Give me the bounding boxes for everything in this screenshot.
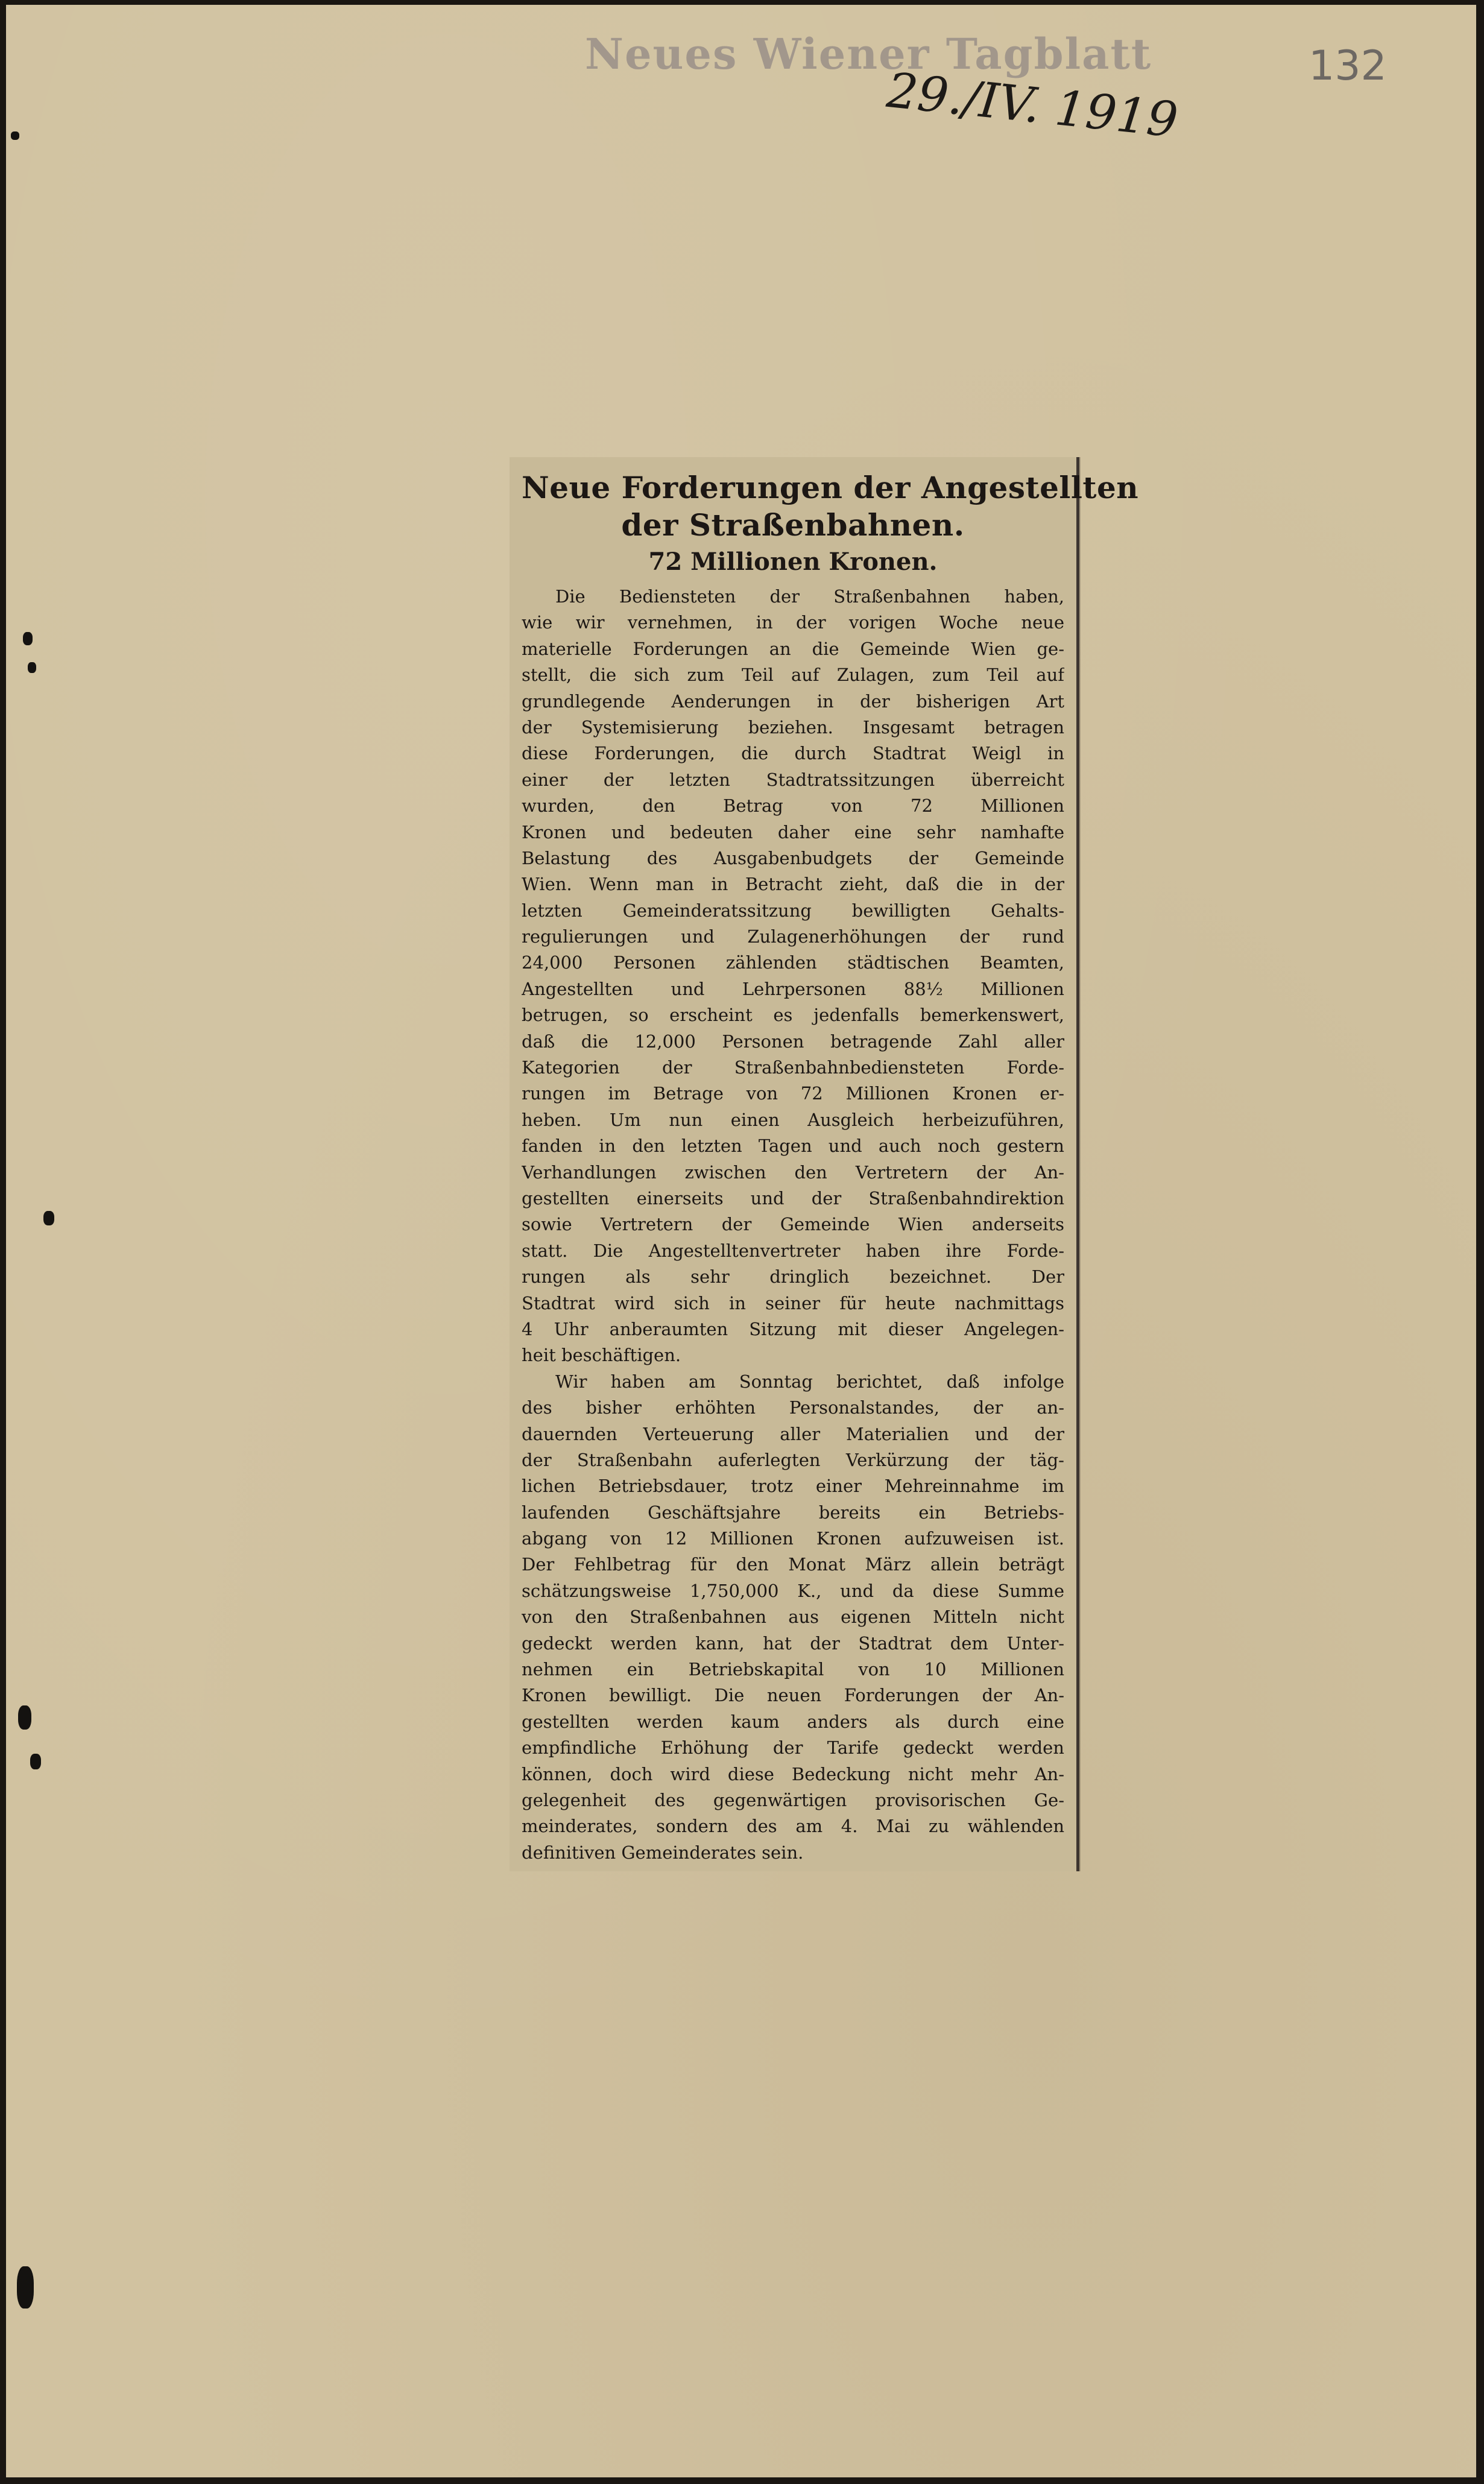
text-line: materielle Forderungen an die Gemeinde Wien ge-: [522, 638, 1064, 659]
text-line: gestellten werden kaum anders als durch eine: [522, 1711, 1064, 1732]
text-line: wurden, den Betrag von 72 Millionen: [522, 795, 1064, 817]
text-line: der Straßenbahn auferlegten Verkürzung der täg-: [522, 1449, 1064, 1470]
text-line: wie wir vernehmen, in der vorigen Woche neue: [522, 612, 1064, 633]
binder-hole-mark: [11, 131, 19, 140]
page-number: 132: [1309, 42, 1387, 90]
text-line: Die Bediensteten der Straßenbahnen haben,: [555, 586, 1064, 607]
text-line: Verhandlungen zwischen den Vertretern der An-: [522, 1161, 1064, 1183]
text-line: heit beschäftigen.: [522, 1345, 681, 1366]
binder-hole-mark: [23, 632, 33, 645]
article-body: [522, 584, 1064, 1866]
text-line: dauernden Verteuerung aller Materialien und der: [522, 1423, 1064, 1444]
binder-hole-mark: [18, 1705, 31, 1730]
text-line: stellt, die sich zum Teil auf Zulagen, zum Teil auf: [522, 665, 1064, 686]
archive-sheet: [6, 5, 1476, 2477]
text-line: daß die 12,000 Personen betragende Zahl aller: [522, 1031, 1064, 1052]
text-line: können, doch wird diese Bedeckung nicht mehr An-: [522, 1763, 1064, 1784]
headline-line-1: Neue Forderungen der Angestellten: [522, 470, 1139, 505]
text-line: Belastung des Ausgabenbudgets der Gemeinde: [522, 847, 1064, 868]
text-line: rungen als sehr dringlich bezeichnet. Der: [522, 1266, 1064, 1288]
subheadline: 72 Millionen Kronen.: [648, 548, 938, 576]
newspaper-stamp: Neues Wiener Tagblatt: [585, 29, 1152, 79]
text-line: Wien. Wenn man in Betracht zieht, daß die in der: [522, 874, 1064, 895]
text-line: grundlegende Aenderungen in der bisherigen Art: [522, 691, 1064, 712]
text-line: einer der letzten Stadtratssitzungen überreicht: [522, 769, 1064, 790]
text-line: Kategorien der Straßenbahnbediensteten Forde-: [522, 1057, 1064, 1078]
binder-hole-mark: [43, 1211, 54, 1225]
text-line: von den Straßenbahnen aus eigenen Mitteln nicht: [522, 1607, 1064, 1628]
text-line: laufenden Geschäftsjahre bereits ein Betriebs-: [522, 1502, 1064, 1523]
text-line: letzten Gemeinderatssitzung bewilligten Gehalts-: [522, 900, 1064, 921]
text-line: definitiven Gemeinderates sein.: [522, 1842, 804, 1863]
text-line: gestellten einerseits und der Straßenbahndirektion: [522, 1187, 1064, 1209]
text-line: Angestellten und Lehrpersonen 88½ Millionen: [522, 978, 1064, 999]
text-line: diese Forderungen, die durch Stadtrat Weigl in: [522, 743, 1064, 764]
text-line: Stadtrat wird sich in seiner für heute nachmittags: [522, 1292, 1064, 1313]
text-line: meinderates, sondern des am 4. Mai zu wählenden: [522, 1816, 1064, 1837]
text-line: Wir haben am Sonntag berichtet, daß infolge: [555, 1371, 1064, 1392]
text-line: heben. Um nun einen Ausgleich herbeizuführen,: [522, 1109, 1064, 1130]
handwritten-date: 29./IV. 1919: [884, 62, 1181, 149]
text-line: abgang von 12 Millionen Kronen aufzuweisen ist.: [522, 1528, 1064, 1549]
text-line: empfindliche Erhöhung der Tarife gedeckt werden: [522, 1737, 1064, 1759]
text-line: Der Fehlbetrag für den Monat März allein beträgt: [522, 1554, 1064, 1575]
text-line: nehmen ein Betriebskapital von 10 Millionen: [522, 1659, 1064, 1680]
text-line: 24,000 Personen zählenden städtischen Beamten,: [522, 952, 1064, 973]
text-line: fanden in den letzten Tagen und auch noch gestern: [522, 1136, 1064, 1157]
text-line: Kronen bewilligt. Die neuen Forderungen der An-: [522, 1685, 1064, 1706]
text-line: des bisher erhöhten Personalstandes, der an-: [522, 1397, 1064, 1418]
text-line: lichen Betriebsdauer, trotz einer Mehreinnahme im: [522, 1476, 1064, 1497]
text-line: schätzungsweise 1,750,000 K., und da diese Summe: [522, 1580, 1064, 1601]
text-line: der Systemisierung beziehen. Insgesamt betragen: [522, 716, 1064, 738]
text-line: regulierungen und Zulagenerhöhungen der rund: [522, 926, 1064, 947]
text-line: 4 Uhr anberaumten Sitzung mit dieser Angelegen-: [522, 1318, 1064, 1339]
newspaper-clipping: [510, 457, 1139, 1871]
text-line: Kronen und bedeuten daher eine sehr namhafte: [522, 821, 1064, 842]
text-line: gedeckt werden kann, hat der Stadtrat dem Unter-: [522, 1632, 1064, 1654]
binder-hole-mark: [28, 662, 36, 673]
text-line: sowie Vertretern der Gemeinde Wien anderseits: [522, 1214, 1064, 1235]
binder-hole-mark: [17, 2266, 34, 2309]
text-line: betrugen, so erscheint es jedenfalls bemerkenswert,: [522, 1005, 1064, 1026]
text-line: gelegenheit des gegenwärtigen provisorischen Ge-: [522, 1789, 1064, 1810]
article: [522, 469, 1139, 1866]
headline-line-2: der Straßenbahnen.: [621, 507, 965, 543]
text-line: statt. Die Angestelltenvertreter haben ihre Forde-: [522, 1240, 1064, 1261]
binder-hole-mark: [30, 1754, 41, 1769]
text-line: rungen im Betrage von 72 Millionen Kronen er-: [522, 1083, 1064, 1104]
